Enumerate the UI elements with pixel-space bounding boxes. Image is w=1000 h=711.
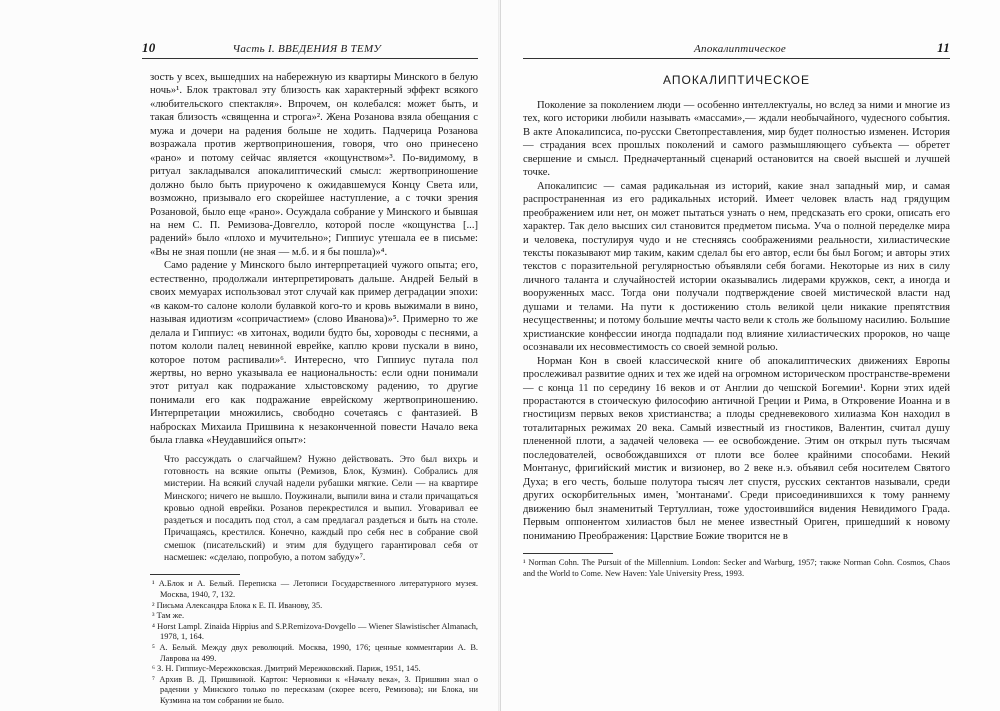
quote-block <box>150 454 478 565</box>
left-page-number: 10 <box>142 40 156 55</box>
right-running-header <box>523 40 950 59</box>
footnote-cohn: ¹ Norman Cohn. The Pursuit of the Millennium. London: Secker and Warburg, 1957; также Norman Cohn. Cosmos, Chaos and the World to Come. New Haven: Yale University Press, 1993. <box>523 557 950 578</box>
left-paragraph-1: зость у всех, вышедших на набережную из квартиры Минского в белую ночь»¹. Блок трактовал эту близость как характерный эффект всякого «любительского спектакля». Впрочем, он колебался: может быть, и такая близость «священна и строга»². Жена Розанова взяла обещания с мужа и дочери на радения больше не ходить. Падчерица Розанова возражала против жертвоприношения, говоря, что оно принесено «рано» и потому сейчас является «кощунством»³. По-видимому, в ритуал закладывался апокалиптический смысл: жертвоприношение должно было быть приурочено к ожидавшемуся Концу Света или, возможно, призывало его скорейшее наступление, а с точки зрения Розановой, было еще «рано». Осуждала собрание у Минского и бывшая на нем С. П. Ремизова-Довгелло, которой после «кощунства [...] радений» было «плохо и мучительно»; Гиппиус утешала ее в письме: «Вы не зная пошли (не зная — м.б. и я бы пошла)»⁴. <box>150 72 478 258</box>
footnote-3: ³ Там же. <box>152 611 185 621</box>
footnote-2: ² Письма Александра Блока к Е. П. Иванову, 35. <box>152 600 323 610</box>
footnote-1: ¹ А.Блок и А. Белый. Переписка — Летописи Государственного литературного музея. Москва, 1940, 7, 132. <box>152 579 478 599</box>
footnote-7: ⁷ Архив В. Д. Пришвиной. Картон: Черновики к «Началу века», 3. Пришвин знал о радении у Минского только по пересказам (скорее всего, Ремизова); ни Блока, ни Кузмина на том собрании не было. <box>152 674 478 705</box>
right-paragraph-1: Поколение за поколением люди — особенно интеллектуалы, но вслед за ними и многие из тех, кого историки любили называть «массами»,— ждали необычайного, чудесного события. В акте Апокалипсиса, по-русски Светопреставления, мир будет полностью изменен. История — страдания всех прошлых поколений и самого размышляющего субъекта — обретет свершение и смысл. Предначертанный сценарий остановится на своей высшей и лучшей точке. <box>523 100 950 179</box>
left-footnote-separator <box>150 574 240 575</box>
chapter-title: АПОКАЛИПТИЧЕСКОЕ <box>662 73 811 87</box>
right-paragraph-2: Апокалипсис — самая радикальная из историй, какие знал западный мир, и самая распространенная из его радикальных историй. Имеет человек власть над грядущим преображением или нет, он может пытаться узнать о нем, предсказать его сроки, описать его характер. Так дело высших сил становится предметом письма. Уча о полной переделке мира и человека, постулируя чудо и не стесняясь соображениями реальности, хилиастические тексты показывают мир таким, каким сделал бы его автор, если бы был Богом; и авторы этих текстов с поразительной регулярностью объявляли себя богами. Некоторые из них в силу личного таланта и случайностей истории оказывались лидерами кружков, сект, а иногда и вооруженных масс. Тогда они получали подтверждение своей мистической власти над душами и телами. На пути к достижению столь великой цели никакие препятствия несущественны; и потому большие мечты часто вели к столь же большому насилию. Большие христианские конфессии иногда подпадали под влияние хилиастических пророков, но чаще осознавали их несовместимость со своей земной ролью. <box>523 180 950 354</box>
left-footnotes <box>150 579 478 706</box>
right-footnotes <box>523 558 950 579</box>
footnote-6: ⁶ З. Н. Гиппиус-Мережковская. Дмитрий Мережковский. Париж, 1951, 145. <box>152 664 421 674</box>
right-paragraph-3: Норман Кон в своей классической книге об апокалиптических движениях Европы прослеживал развитие одних и тех же идей на огромном историческом пространстве-времени — с конца 11 по середину 16 веков и от Англии до чешской Богемии¹. Корни этих идей прорастаются в стоическую философию античной Греции и Рима, в Откровение Иоанна и в гностицизм первых веков христианства; а плоды средневекового хилиазма Кон находил в тоталитарных режимах 20 века. Самый известный из гностиков, Валентин, считал душу плененной плоти, а задачей человека — ее освобождение. Этим он открыл путь тысячам последователей, освобождавшихся от плоти все более крайними способами. Некий Монтанус, фригийский мистик и визионер, во 2 веке н.э. объявил себя носителем Святого Духа; в его честь, больше полутора тысяч лет спустя, русских сектантов называли, среди других оскорбительных имен, 'монтанами'. Среди присоединившихся к тому раннему движению был знаменитый Тертуллиан, тоже удостоившийся видения Невидимого Града. Первым оппонентом хилиастов был не менее известный Ориген, пришедший к новому пониманию Преображения: Царствие Божие творится не в <box>523 355 950 542</box>
right-page <box>500 0 1000 711</box>
right-running-title: Апокалиптическое <box>694 43 787 55</box>
right-page-number: 11 <box>937 40 950 55</box>
left-running-header <box>142 40 478 59</box>
footnote-5: ⁵ А. Белый. Между двух революций. Москва, 1990, 176; ценные комментарии А. В. Лаврова на 499. <box>152 642 478 663</box>
footnote-4: ⁴ Horst Lampl. Zinaida Hippius and S.P.Remizova-Dovgello — Wiener Slawistischer Almanach, 1978, 1, 164. <box>152 621 478 642</box>
prishvin-quote: Что рассуждать о слагчайшем? Нужно действовать. Это был вихрь и готовность на всякие опыты (Ремизов, Блок, Кузмин). Собрались для мистерии. На всякий случай надели рубашки мягкие. Сели — на квартире Минского; ничего не вышло. Поужинали, выпили вина и стали причащаться кровью одной еврейки. Розанов перекрестился и выпил. Уговаривал ее раздеться и посадить под стол, а сам предлагал раздеться и быть на столе. Причащаясь, крестился. Конечно, каждый про себя нес в собрание свой смешок (писательский) и этим для будущего гарантировал себя от насмешек: «сделаю, попробую, а потом забуду»⁷. <box>164 453 478 564</box>
left-paragraph-2: Само радение у Минского было интерпретацией чужого опыта; его, естественно, продолжали интерпретировать дальше. Андрей Белый в своих мемуарах использовал этот случай как пример деградации эпохи: «в каком-то салоне кололи булавкой кого-то и кровь выжимали в вино, называя идиотизм «сопричастием» (слово Иванова)»⁵. Примерно то же делала и Гиппиус: «в хитонах, водили будто бы, хороводы с песнями, а потом кололи палец невинной еврейке, каплю крови пускали в вино, которое потом распивали»⁶. Интересно, что Гиппиус путала пол жертвы, но верно указывала ее национальность: если одни понимали этот ритуал как подражание хлыстовскому радению, то другие понимали его как подражание еврейскому жертвоприношению. Интерпретации множились, свободно сочетаясь с фантазией. В набросках Михаила Пришвина к незаконченной повести Начало века была главка «Неудавшийся опыт»: <box>150 260 478 447</box>
left-running-title: Часть I. ВВЕДЕНИЯ В ТЕМУ <box>232 43 382 55</box>
right-footnote-separator <box>523 553 613 554</box>
